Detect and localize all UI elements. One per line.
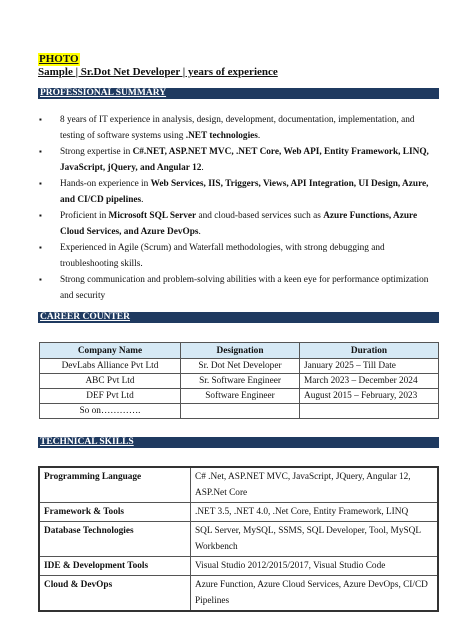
summary-text: . — [201, 163, 204, 173]
bullet-icon: ▪ — [39, 275, 42, 284]
column-header: Duration — [300, 343, 439, 359]
summary-text: and cloud-based services such as — [196, 211, 324, 221]
skill-category: Database Technologies — [39, 522, 191, 557]
summary-emphasis: Azure Functions, Azure Cloud Services, and Azure DevOps — [60, 211, 418, 237]
company-cell: DevLabs Alliance Pvt Ltd — [40, 359, 181, 374]
summary-emphasis: Microsoft SQL Server — [108, 211, 197, 221]
summary-text: . — [198, 227, 201, 237]
column-header: Designation — [181, 343, 300, 359]
duration-cell: January 2025 – Till Date — [300, 359, 439, 374]
table-row — [40, 404, 439, 419]
skill-category: Programming Language — [39, 467, 191, 503]
company-cell: So on…………. — [40, 404, 181, 419]
table-row — [39, 467, 438, 503]
table-row — [40, 389, 439, 404]
table-row — [39, 503, 438, 522]
skill-values: C# .Net, ASP.NET MVC, JavaScript, JQuery, Angular 12, ASP.Net Core — [191, 467, 439, 503]
skill-values: .NET 3.5, .NET 4.0, .Net Core, Entity Framework, LINQ — [191, 503, 439, 522]
table-row — [40, 359, 439, 374]
summary-text: . — [257, 131, 261, 141]
company-cell: DEF Pvt Ltd — [40, 389, 181, 404]
summary-emphasis: .NET technologies — [185, 131, 258, 141]
summary-item — [38, 144, 438, 176]
resume-title: Sample | Sr.Dot Net Developer | years of experience — [38, 66, 278, 78]
bullet-icon: ▪ — [39, 115, 42, 124]
summary-item — [38, 176, 438, 208]
summary-text: . — [141, 195, 144, 205]
table-row — [39, 522, 438, 557]
photo-label: PHOTO — [39, 53, 79, 65]
summary-text: Experienced in Agile (Scrum) and Waterfall methodologies, with strong debugging and troubleshooting skills. — [60, 243, 385, 269]
bullet-icon: ▪ — [39, 179, 42, 188]
bullet-icon: ▪ — [39, 243, 42, 252]
table-row — [39, 576, 438, 612]
skill-category: Cloud & DevOps — [39, 576, 191, 612]
designation-cell: Sr. Software Engineer — [181, 374, 300, 389]
professional-summary-heading: PROFESSIONAL SUMMARY — [38, 88, 439, 99]
table-row — [40, 374, 439, 389]
skills-table — [38, 466, 439, 612]
technical-skills-heading: TECHNICAL SKILLS — [38, 437, 439, 448]
career-table-header — [40, 343, 439, 359]
summary-item — [38, 272, 438, 304]
summary-text: Hands-on experience in — [60, 179, 151, 189]
skill-values: Visual Studio 2012/2015/2017, Visual Studio Code — [191, 557, 439, 576]
duration-cell — [300, 404, 439, 419]
career-table — [39, 342, 439, 419]
skill-values: SQL Server, MySQL, SSMS, SQL Developer, Tool, MySQL Workbench — [191, 522, 439, 557]
skill-values: Azure Function, Azure Cloud Services, Azure DevOps, CI/CD Pipelines — [191, 576, 439, 612]
summary-list — [38, 112, 438, 304]
career-counter-heading: CAREER COUNTER — [38, 312, 439, 323]
summary-item — [38, 240, 438, 272]
summary-item — [38, 208, 438, 240]
skill-category: Framework & Tools — [39, 503, 191, 522]
summary-text: 8 years of IT experience in analysis, design, development, documentation, implementation, and testing of software systems using — [60, 115, 415, 141]
summary-text: Proficient in — [60, 211, 109, 221]
duration-cell: March 2023 – December 2024 — [300, 374, 439, 389]
table-row — [39, 557, 438, 576]
summary-emphasis: C#.NET, ASP.NET MVC, .NET Core, Web API, Entity Framework, LINQ, JavaScript, jQuery, and Angular 12 — [60, 147, 429, 173]
designation-cell: Sr. Dot Net Developer — [181, 359, 300, 374]
summary-text: Strong communication and problem-solving abilities with a keen eye for performance optimization and security — [60, 275, 429, 301]
duration-cell: August 2015 – February, 2023 — [300, 389, 439, 404]
skill-category: IDE & Development Tools — [39, 557, 191, 576]
summary-item — [38, 112, 438, 144]
designation-cell: Software Engineer — [181, 389, 300, 404]
designation-cell — [181, 404, 300, 419]
summary-emphasis: Web Services, IIS, Triggers, Views, API Integration, UI Design, Azure, and CI/CD pipelines — [60, 179, 429, 205]
column-header: Company Name — [40, 343, 181, 359]
company-cell: ABC Pvt Ltd — [40, 374, 181, 389]
bullet-icon: ▪ — [39, 147, 42, 156]
summary-text: Strong expertise in — [60, 147, 133, 157]
bullet-icon: ▪ — [39, 211, 42, 220]
